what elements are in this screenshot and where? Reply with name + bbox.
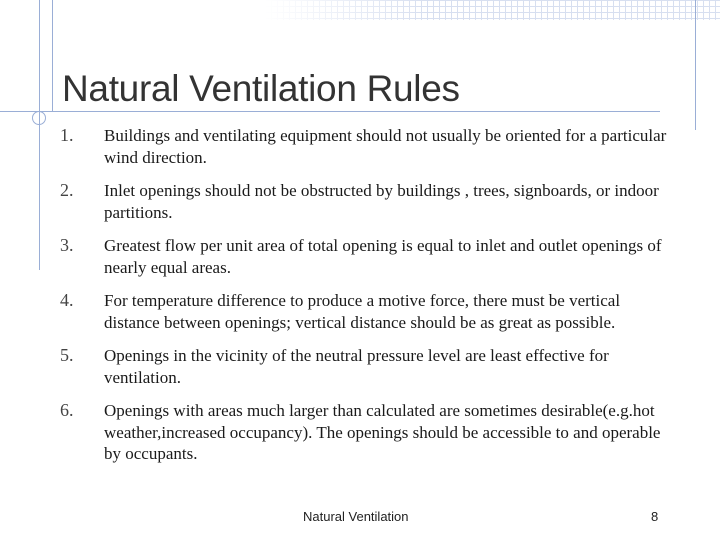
list-item-number: 6. <box>60 400 74 420</box>
list-item-text: Openings with areas much larger than calculated are sometimes desirable(e.g.hot weather,increased occupancy). The openings should be accessible to and operable by occupants. <box>104 401 661 463</box>
list-item <box>60 345 670 388</box>
list-item <box>60 290 670 333</box>
page-number: 8 <box>651 509 659 524</box>
slide-title: Natural Ventilation Rules <box>62 68 460 109</box>
left-vertical-rule <box>39 0 40 270</box>
list-item-number: 1. <box>60 125 74 145</box>
footer-title: Natural Ventilation <box>303 509 409 524</box>
list-item-number: 5. <box>60 345 74 365</box>
rules-list <box>60 125 670 465</box>
title-underline-rule <box>0 111 660 112</box>
left-vertical-rule-short <box>52 0 53 112</box>
list-item-text: Inlet openings should not be obstructed by buildings , trees, signboards, or indoor partitions. <box>104 181 659 222</box>
list-item-text: Openings in the vicinity of the neutral pressure level are least effective for ventilation. <box>104 346 609 387</box>
list-item-number: 3. <box>60 235 74 255</box>
list-item-number: 4. <box>60 290 74 310</box>
crosshair-circle-icon <box>32 111 46 125</box>
list-item <box>60 400 670 465</box>
list-item-text: For temperature difference to produce a motive force, there must be vertical distance between openings; vertical distance should be as great as possible. <box>104 291 621 332</box>
header-grid-fade <box>265 0 425 20</box>
list-item-text: Buildings and ventilating equipment should not usually be oriented for a particular wind direction. <box>104 126 667 167</box>
list-item-number: 2. <box>60 180 74 200</box>
list-item <box>60 235 670 278</box>
list-item <box>60 180 670 223</box>
list-item-text: Greatest flow per unit area of total opening is equal to inlet and outlet openings of nearly equal areas. <box>104 236 662 277</box>
list-item <box>60 125 670 168</box>
right-vertical-rule <box>695 0 696 130</box>
